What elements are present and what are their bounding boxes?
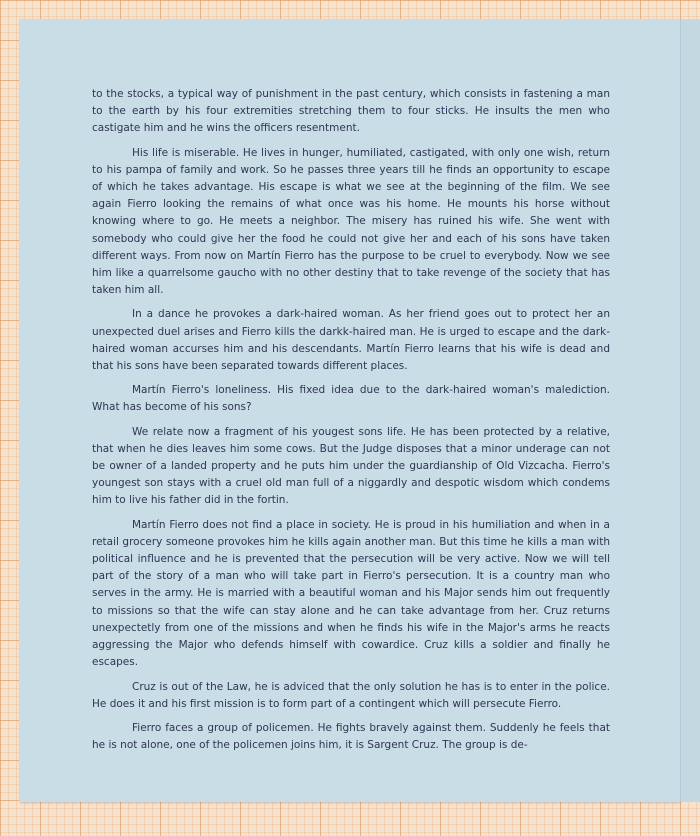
paragraph-6: Martín Fierro does not find a place in society. He is proud in his humiliation and when in a retail grocery someone provokes him he kills again another man. But this time he kills a man with political influence and he is prevented that the persecution will be very active. Now we will tell part of the story of a man who will take part in Fierro's persecution. It is a country man who serves in the army. He is married with a beautiful woman and his Major sends him out frequently to missions so that the wife can stay alone and he can take advantage from her. Cruz returns unexpectetly from one of the missions and when he finds his wife in the Major's arms he reacts aggressing the Major who defends himself with cowardice. Cruz kills a soldier and finally he escapes. [92,518,610,669]
paragraph-7: Cruz is out of the Law, he is adviced that the only solution he has is to enter in the police. He does it and his first mission is to form part of a contingent which will persecute Fierro. [92,680,610,710]
paragraph-2: His life is miserable. He lives in hunger, humiliated, castigated, with only one wish, return to his pampa of family and work. So he passes three years till he finds an opportunity to escape of which he takes advantage. His escape is what we see at the beginning of the film. We see again Fierro looking the remains of what once was his home. He mounts his horse without knowing where to go. He meets a neighbor. The misery has ruined his wife. She went with somebody who could give her the food he could not give her and each of his sons have taken different ways. From now on Martín Fierro has the purpose to be cruel to everybody. Now we see him like a quarrelsome gaucho with no other destiny that to take revenge of the society that has taken him all. [92,146,610,297]
paragraph-8: Fierro faces a group of policemen. He fights bravely against them. Suddenly he feels that he is not alone, one of the policemen joins him, it is Sargent Cruz. The group is de- [92,721,610,752]
next-page-edge [680,19,700,802]
paragraph-3: In a dance he provokes a dark-haired woman. As her friend goes out to protect her an unexpected duel arises and Fierro kills the darkk-haired man. He is urged to escape and the dark-haired woman accurses him and his descendants. Martín Fierro learns that his wife is dead and that his sons have been separated towards different places. [92,308,610,373]
body-text [92,86,610,761]
paragraph-1: to the stocks, a typical way of punishment in the past century, which consists in fastening a man to the earth by his four extremities stretching them to four sticks. He insults the men who castigate him and he wins the officers resentment. [92,88,610,135]
paragraph-4: Martín Fierro's loneliness. His fixed idea due to the dark-haired woman's malediction. What has become of his sons? [92,384,610,414]
paragraph-5: We relate now a fragment of his yougest sons life. He has been protected by a relative, that when he dies leaves him some cows. But the Judge disposes that a minor underage can not be owner of a landed property and he puts him under the guardianship of Old Vizcacha. Fierro's youngest son stays with a cruel old man full of a niggardly and despotic wisdom which condems him to live his father did in the fortin. [92,425,610,507]
